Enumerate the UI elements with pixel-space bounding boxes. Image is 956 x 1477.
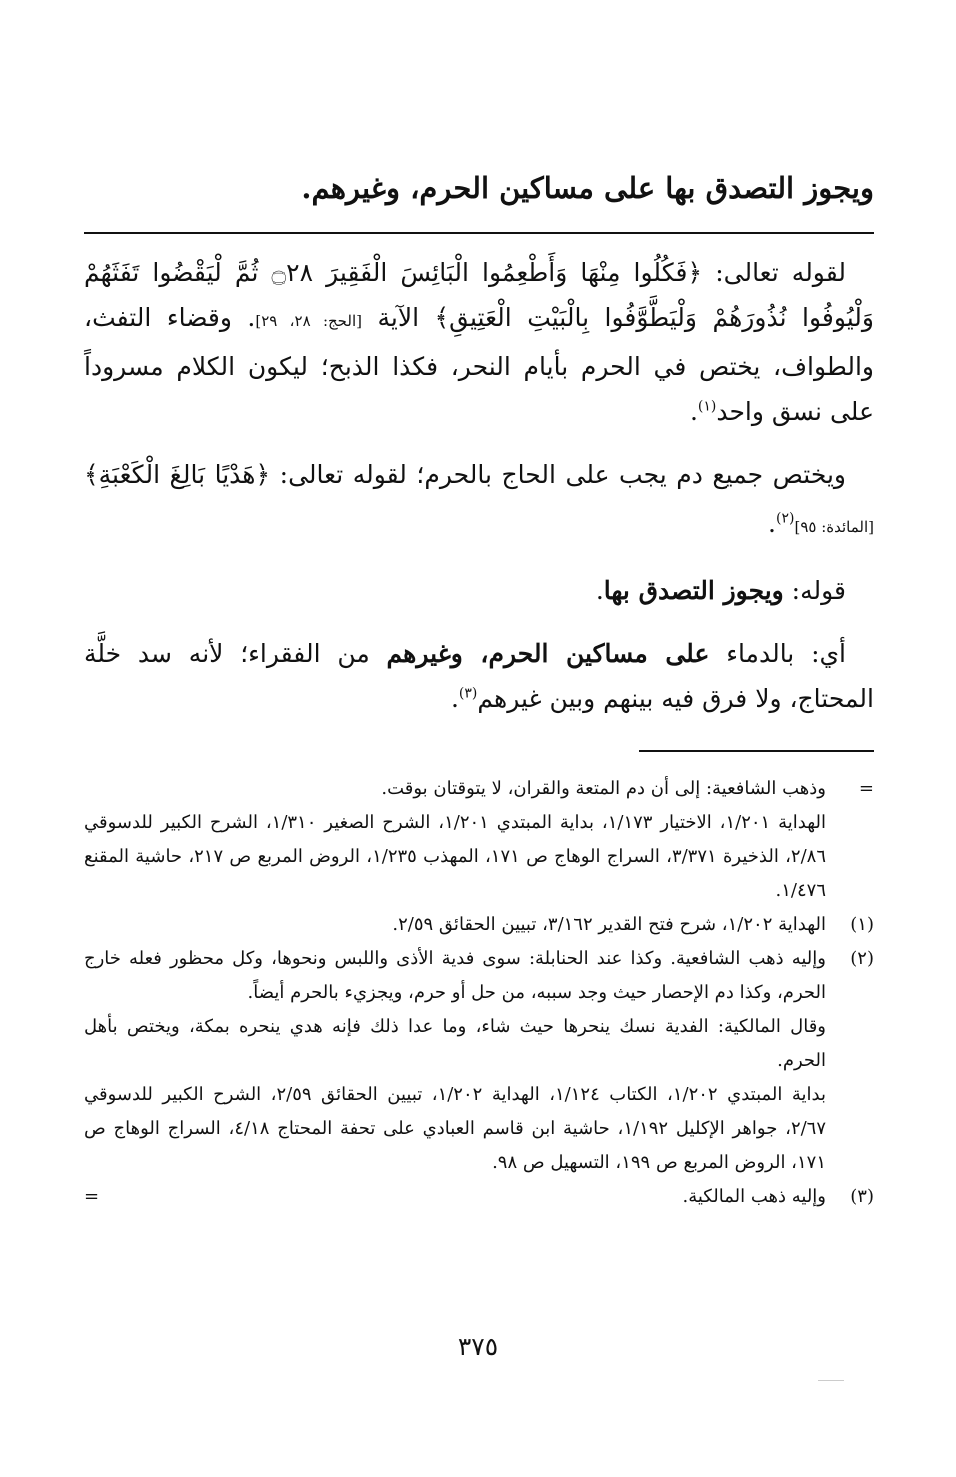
scan-mark <box>818 1380 844 1381</box>
continues-marker: = <box>84 1186 100 1207</box>
para2-end: . <box>768 509 776 538</box>
commentary <box>84 250 874 739</box>
matn-heading: ويجوز التصدق بها على مساكين الحرم، وغيرهم. <box>301 171 874 205</box>
footnote-ref-2[interactable]: (٢) <box>775 510 795 527</box>
para1-end: . <box>689 397 698 426</box>
qawluh-label: قوله: <box>783 576 846 605</box>
continuation-marker: = <box>858 778 874 799</box>
paragraph-1 <box>84 250 874 434</box>
footnote-continuation <box>84 772 874 908</box>
para2-lead: ويختص جميع دم يجب على الحاج بالحرم؛ لقوله تعالى: <box>270 460 847 489</box>
footnote-ref-3[interactable]: (٣) <box>458 685 478 702</box>
quran-verse-maidah: ﴿هَدْيًا بَالِغَ الْكَعْبَةِ﴾ <box>84 460 271 489</box>
footnote-marker: (١) <box>850 914 874 935</box>
footnote-para: وقال المالكية: الفدية نسك ينحرها حيث شاء، وما عدا ذلك فإنه هدي ينحره بمكة، ويختص بأهل الحرم. <box>84 1016 826 1071</box>
footnote-para: وذهب الشافعية: إلى أن دم المتعة والقران، لا يتوقتان بوقت. <box>381 778 826 799</box>
para4-part1: أي: بالدماء <box>709 639 847 668</box>
paragraph-2 <box>84 452 874 550</box>
paragraph-4 <box>84 631 874 721</box>
footnote-marker: (٢) <box>850 948 874 969</box>
footnote-para: وإليه ذهب الشافعية. وكذا عند الحنابلة: سوى فدية الأذى واللبس ونحوها، وكل محظور فعله خارج الحرم، وكذا دم الإحصار حيث وجد سببه، من حل أو حرم، ويجزيء بالحرم أيضاً. <box>84 948 826 1003</box>
para1-lead: لقوله تعالى: <box>702 258 846 287</box>
verse-reference: [الحج: ٢٨، ٢٩] <box>255 312 362 330</box>
footnotes <box>84 772 874 1214</box>
para3-end: . <box>595 576 604 605</box>
footnote-ref-1[interactable]: (١) <box>697 398 717 415</box>
footnote-divider <box>639 750 874 752</box>
aya-word: الآية <box>361 303 435 332</box>
footnote-para: الهداية ١/٢٠١، الاختيار ١/١٧٣، بداية المبتدي ١/٢٠١، الشرح الصغير ١/٣١٠، الشرح الكبير للدسوقي ٢/٨٦، الذخيرة ٣/٣٧١، السراج الوهاج ص ١٧١، المهذب ١/٢٣٥، الروض المربع ص ٢١٧، حاشية المقنع ١/٤٧٦. <box>84 812 827 901</box>
footnote-para: الهداية ١/٢٠٢، شرح فتح القدير ٣/١٦٢، تبيين الحقائق ٢/٥٩. <box>392 914 826 935</box>
footnote-1 <box>84 908 874 942</box>
footnote-3 <box>84 1180 874 1214</box>
quran-verse-hajj: ﴿فَكُلُوا مِنْهَا وَأَطْعِمُوا الْبَائِسَ الْفَقِيرَ ۝٢٨ ثُمَّ لْيَقْضُوا تَفَثَهُمْ وَلْيُوفُوا نُذُورَهُمْ وَلْيَطَّوَّفُوا بِالْبَيْتِ الْعَتِيقِ﴾ <box>84 258 874 332</box>
footnote-2 <box>84 942 874 1180</box>
footnote-marker: (٣) <box>850 1186 874 1207</box>
footnote-para: بداية المبتدي ١/٢٠٢، الكتاب ١/١٢٤، الهداية ١/٢٠٢، تبيين الحقائق ٢/٥٩، الشرح الكبير للدسوقي ٢/٦٧، جواهر الإكليل ١/١٩٢، حاشية ابن قاسم العبادي على تحفة المحتاج ٤/١٨، السراج الوهاج ص ١٧١، الروض المربع ص ١٩٩، التسهيل ص ٩٨. <box>84 1084 827 1173</box>
page-number: ٣٧٥ <box>457 1332 499 1361</box>
paragraph-3 <box>84 568 874 613</box>
para4-part2: من الفقراء؛ لأنه سد خلَّة المحتاج، ولا فرق فيه بينهم وبين غيرهم <box>84 639 874 713</box>
verse-reference: [المائدة: ٩٥] <box>794 518 874 536</box>
para4-end: . <box>450 684 459 713</box>
para1-rest: . وقضاء التفث، والطواف، يختص في الحرم بأيام النحر، فكذا الذبح؛ ليكون الكلام مسروداً على نسق واحد <box>84 303 874 426</box>
matn-divider <box>84 232 874 234</box>
quoted-matn: ويجوز التصدق بها <box>603 576 784 605</box>
para4-bold: على مساكين الحرم، وغيرهم <box>386 639 710 668</box>
footnote-para: وإليه ذهب المالكية. <box>682 1186 826 1207</box>
